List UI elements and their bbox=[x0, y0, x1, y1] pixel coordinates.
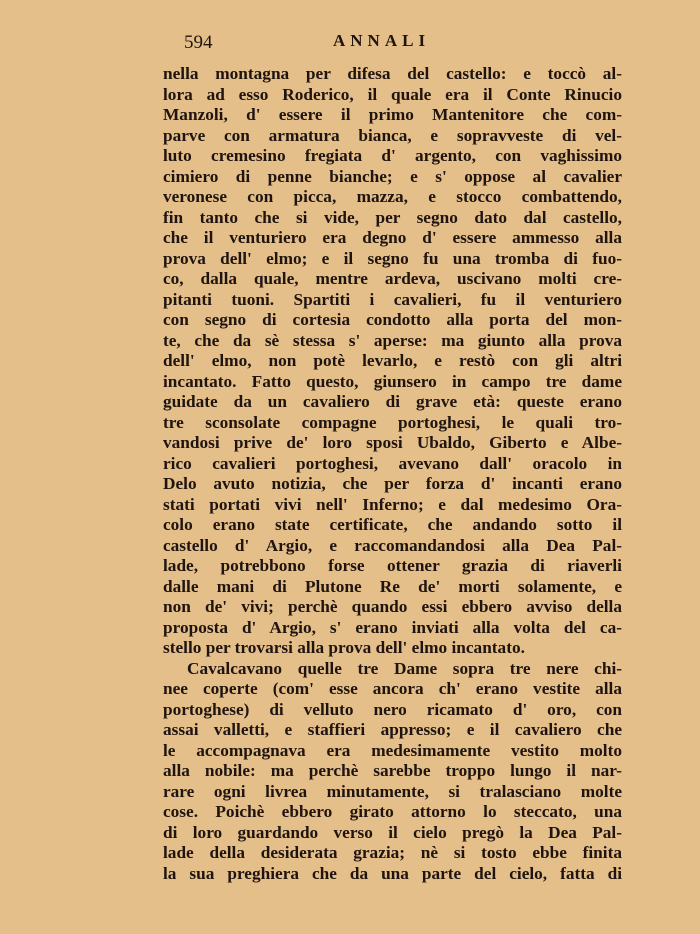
text-line: parve con armatura bianca, e sopravveste di vel- bbox=[163, 125, 622, 145]
paragraph bbox=[163, 659, 622, 885]
text-line: stello per trovarsi alla prova dell' elmo incantato. bbox=[163, 638, 525, 657]
text-line: rico cavalieri portoghesi, avevano dall' oracolo in bbox=[163, 453, 622, 473]
text-line: guidate da un cavaliero di grave età: queste erano bbox=[163, 392, 622, 411]
text-line: incantato. Fatto questo, giunsero in campo tre dame bbox=[163, 371, 622, 391]
text-line: rare ogni livrea minutamente, si tralasciano molte bbox=[163, 781, 622, 801]
text-line: te, che da sè stessa s' aperse: ma giunto alla prova bbox=[163, 330, 622, 350]
text-line: vandosi prive de' loro sposi Ubaldo, Giberto e Albe- bbox=[163, 433, 622, 452]
page-header bbox=[0, 28, 700, 58]
running-title: ANNALI bbox=[333, 31, 431, 50]
paragraph bbox=[163, 64, 622, 659]
text-line: Delo avuto notizia, che per forza d' incanti erano bbox=[163, 474, 622, 493]
text-line: cimiero di penne bianche; e s' oppose al cavalier bbox=[163, 166, 622, 186]
text-line: veronese con picca, mazza, e stocco combattendo, bbox=[163, 187, 622, 206]
text-line: con segno di cortesia condotto alla porta del mon- bbox=[163, 310, 622, 329]
text-line: tre sconsolate compagne portoghesi, le quali tro- bbox=[163, 412, 622, 432]
text-line: lade, potrebbono forse ottener grazia di riaverli bbox=[163, 556, 622, 575]
text-line: le accompagnava era medesimamente vestito molto bbox=[163, 740, 622, 760]
text-line: luto cremesino fregiata d' argento, con vaghissimo bbox=[163, 146, 622, 165]
text-line: pitanti tuoni. Spartiti i cavalieri, fu il venturiero bbox=[163, 289, 622, 309]
text-line: non de' vivi; perchè quando essi ebbero avviso della bbox=[163, 597, 622, 616]
text-line: dalle mani di Plutone Re de' morti solamente, e bbox=[163, 576, 622, 596]
text-line: co, dalla quale, mentre ardeva, uscivano molti cre- bbox=[163, 269, 622, 288]
text-line: prova dell' elmo; e il segno fu una tromba di fuo- bbox=[163, 248, 622, 268]
text-line: Cavalcavano quelle tre Dame sopra tre nere chi- bbox=[187, 658, 622, 678]
text-line: fin tanto che si vide, per segno dato dal castello, bbox=[163, 207, 622, 227]
text-line: assai valletti, e staffieri appresso; e il cavaliero che bbox=[163, 720, 622, 739]
text-line: di loro guardando verso il cielo pregò la Dea Pal- bbox=[163, 822, 622, 842]
text-line: nella montagna per difesa del castello: e toccò al- bbox=[163, 64, 622, 83]
text-line: castello d' Argio, e raccomandandosi alla Dea Pal- bbox=[163, 535, 622, 555]
text-line: lora ad esso Roderico, il quale era il Conte Rinucio bbox=[163, 84, 622, 104]
text-line: lade della desiderata grazia; nè si tosto ebbe finita bbox=[163, 843, 622, 862]
text-line: alla nobile: ma perchè sarebbe troppo lungo il nar- bbox=[163, 761, 622, 780]
text-line: portoghese) di velluto nero ricamato d' oro, con bbox=[163, 699, 622, 719]
page-number: 594 bbox=[184, 32, 213, 53]
text-line: Manzoli, d' essere il primo Mantenitore che com- bbox=[163, 105, 622, 124]
text-line: la sua preghiera che da una parte del cielo, fatta di bbox=[163, 863, 622, 883]
text-line: nee coperte (com' esse ancora ch' erano vestite alla bbox=[163, 679, 622, 698]
text-line: colo erano state certificate, che andando sotto il bbox=[163, 515, 622, 534]
text-line: dell' elmo, non potè levarlo, e restò con gli altri bbox=[163, 351, 622, 370]
text-line: proposta d' Argio, s' erano inviati alla volta del ca- bbox=[163, 617, 622, 637]
text-line: stati portati vivi nell' Inferno; e dal medesimo Ora- bbox=[163, 494, 622, 514]
text-line: cose. Poichè ebbero girato attorno lo steccato, una bbox=[163, 802, 622, 821]
text-line: che il venturiero era degno d' essere ammesso alla bbox=[163, 228, 622, 247]
body-text bbox=[163, 64, 622, 884]
